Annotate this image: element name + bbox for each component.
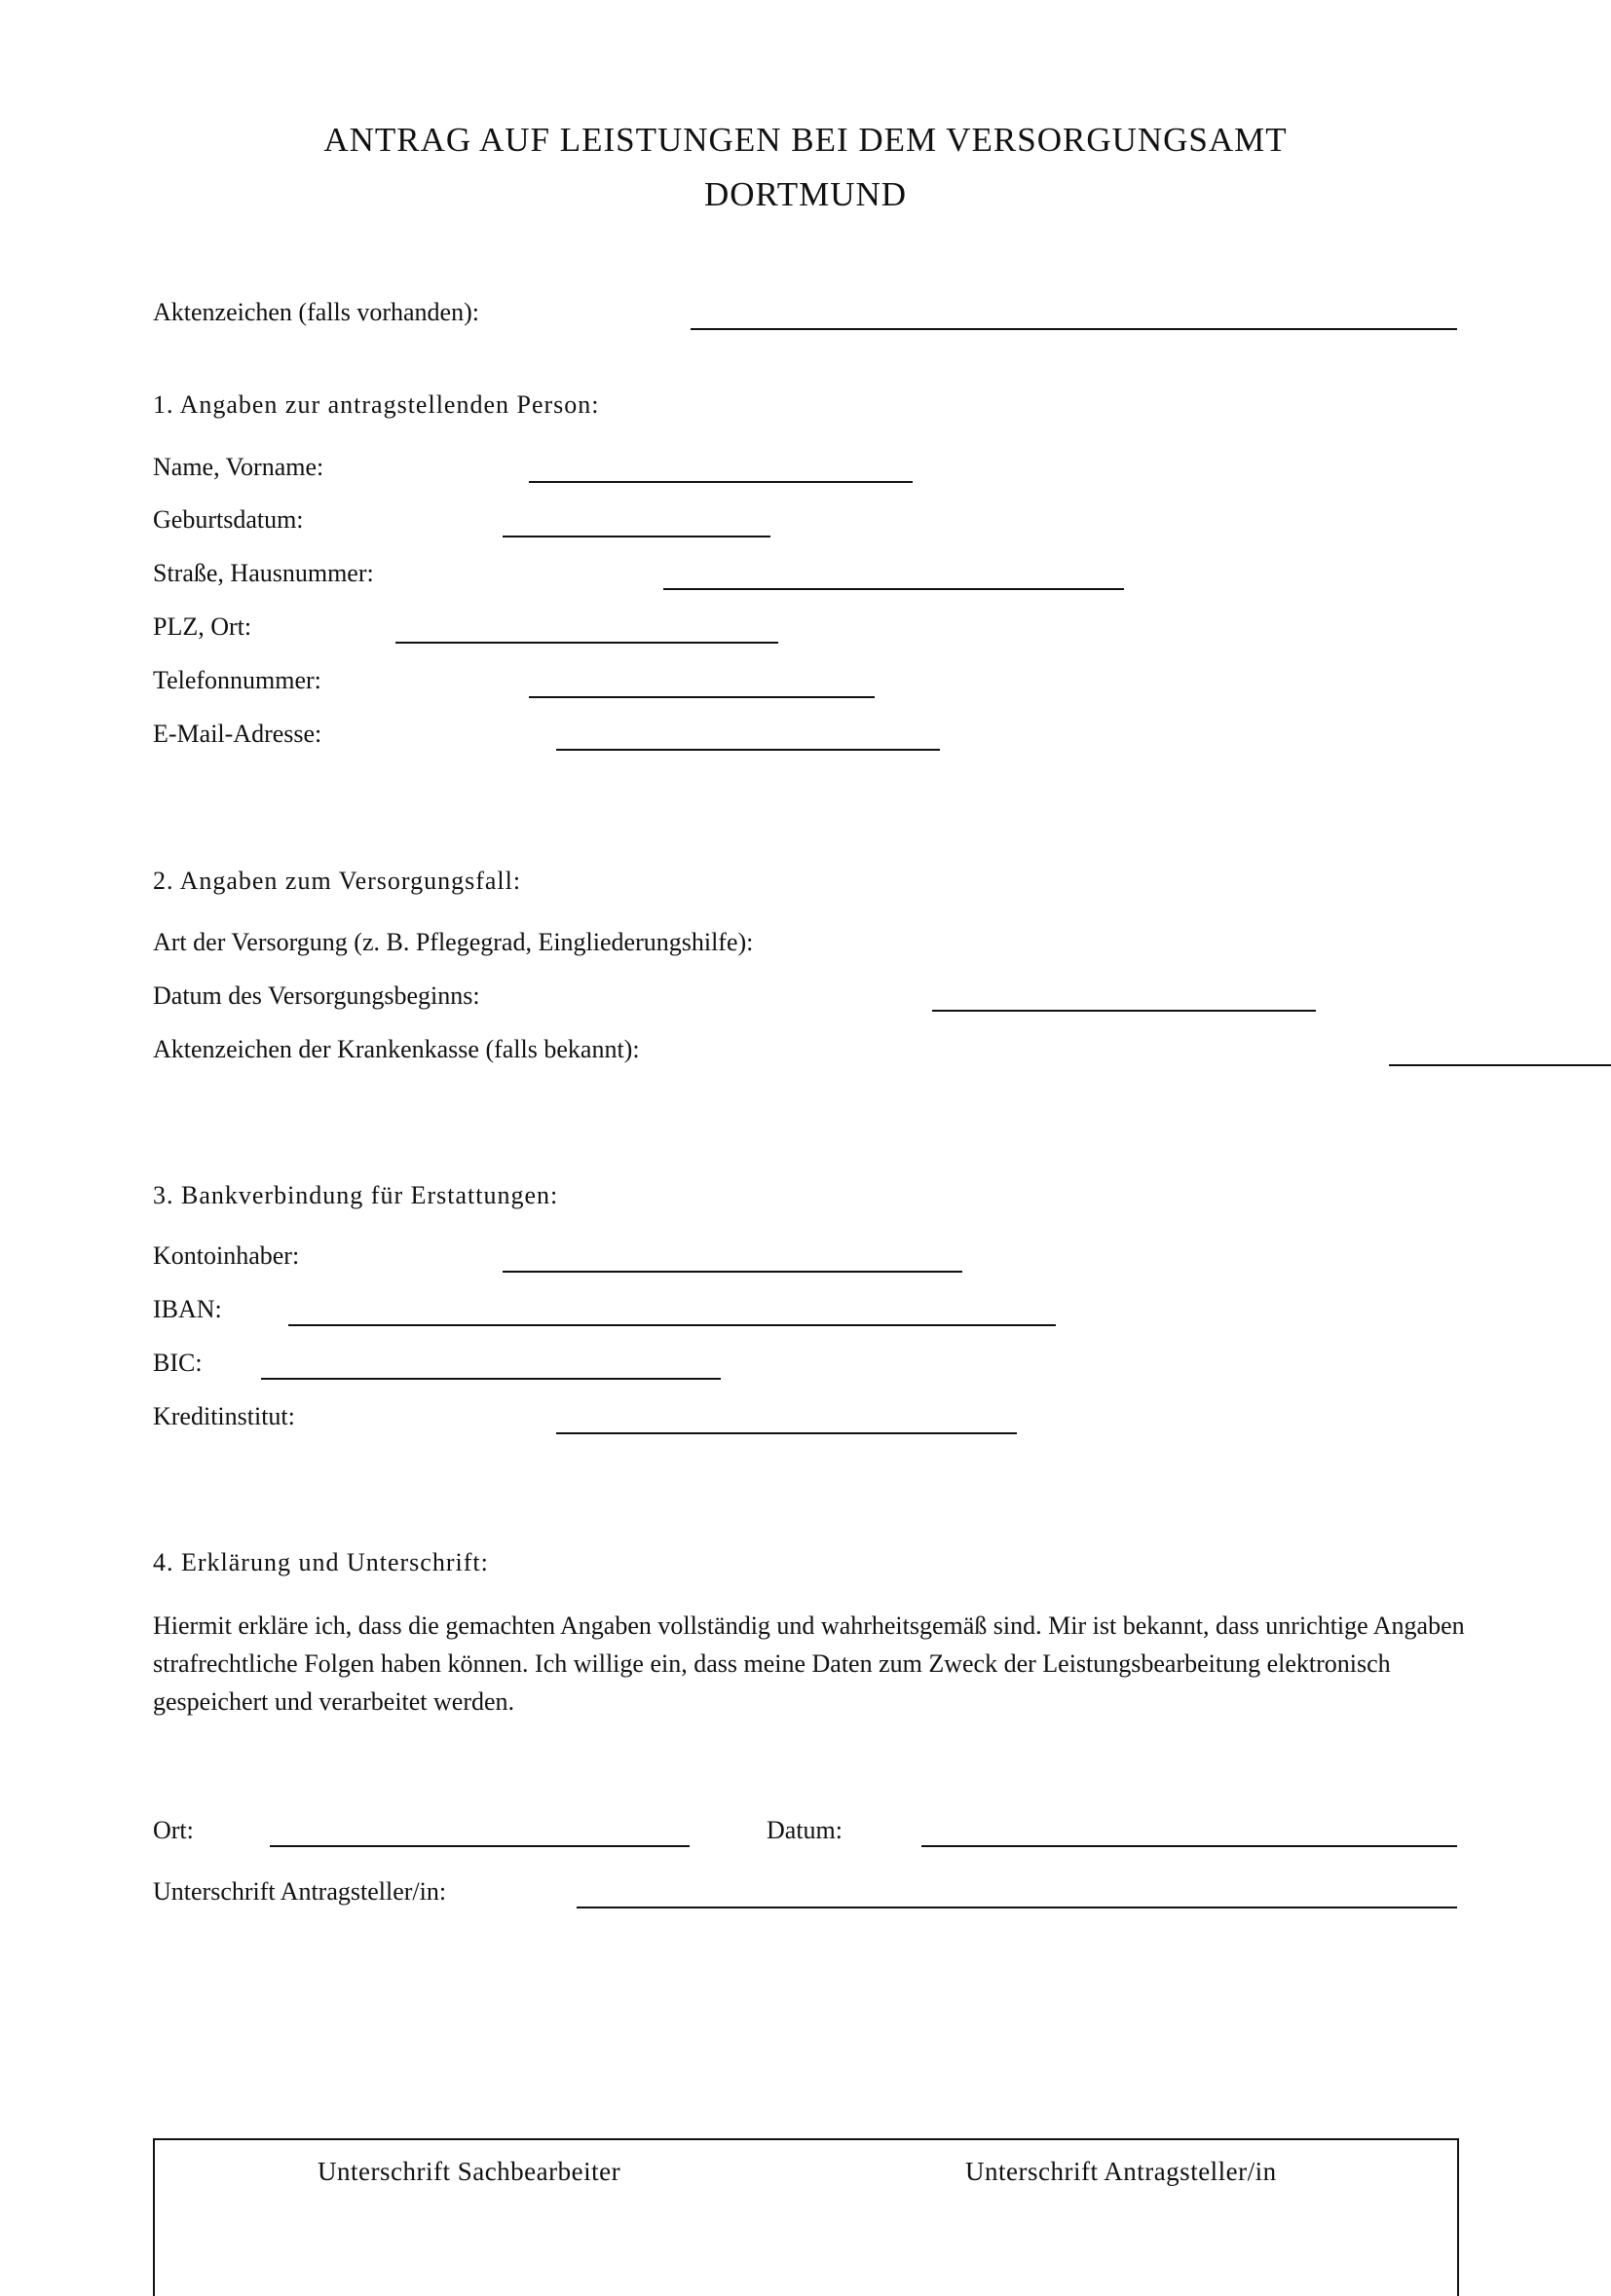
section-3-heading: 3. Bankverbindung für Erstattungen:: [153, 1181, 559, 1209]
iban-label: IBAN:: [153, 1295, 222, 1323]
applicant-signature-line[interactable]: [577, 1907, 1457, 1908]
section-1-heading: 1. Angaben zur antragstellenden Person:: [153, 390, 600, 419]
aktenzeichen-label: Aktenzeichen (falls vorhanden):: [153, 298, 479, 326]
clerk-signature-label: Unterschrift Sachbearbeiter: [318, 2157, 621, 2186]
street-input-line[interactable]: [663, 588, 1124, 590]
care-type-label: Art der Versorgung (z. B. Pflegegrad, Eingliederungshilfe):: [153, 928, 754, 956]
email-label: E-Mail-Adresse:: [153, 720, 322, 748]
applicant-signature-label: Unterschrift Antragsteller/in:: [153, 1877, 447, 1906]
phone-input-line[interactable]: [529, 696, 875, 698]
name-input-line[interactable]: [529, 481, 913, 483]
account-holder-input-line[interactable]: [503, 1271, 962, 1273]
bic-input-line[interactable]: [261, 1378, 721, 1380]
birthdate-input-line[interactable]: [503, 536, 770, 537]
document-title-line-1: ANTRAG AUF LEISTUNGEN BEI DEM VERSORGUNGSAMT: [323, 121, 1288, 159]
account-holder-label: Kontoinhaber:: [153, 1241, 300, 1270]
place-input-line[interactable]: [270, 1845, 690, 1847]
applicant-signature-box-label: Unterschrift Antragsteller/in: [965, 2157, 1277, 2186]
date-label: Datum:: [767, 1816, 843, 1844]
bank-name-label: Kreditinstitut:: [153, 1402, 295, 1430]
document-title-line-2: DORTMUND: [703, 175, 908, 213]
iban-input-line[interactable]: [288, 1324, 1056, 1326]
bic-label: BIC:: [153, 1349, 203, 1377]
birthdate-label: Geburtsdatum:: [153, 505, 304, 534]
care-start-date-input-line[interactable]: [932, 1010, 1316, 1012]
aktenzeichen-input-line[interactable]: [691, 328, 1457, 330]
email-input-line[interactable]: [556, 749, 940, 751]
zip-city-input-line[interactable]: [395, 642, 778, 644]
name-label: Name, Vorname:: [153, 453, 324, 481]
street-label: Straße, Hausnummer:: [153, 559, 374, 587]
declaration-text: Hiermit erkläre ich, dass die gemachten Angaben vollständig und wahrheitsgemäß sind. Mir ist bekannt, dass unrichtige Angaben strafrechtliche Folgen haben können. Ich willige ein, dass meine Daten zum Zweck der Leistungsbearbeitung elektronisch gespeichert und verarbeitet werden.: [153, 1611, 1465, 1716]
phone-label: Telefonnummer:: [153, 666, 321, 694]
place-label: Ort:: [153, 1816, 194, 1844]
date-input-line[interactable]: [921, 1845, 1457, 1847]
section-4-heading: 4. Erklärung und Unterschrift:: [153, 1548, 489, 1576]
insurance-reference-input-line[interactable]: [1389, 1064, 1611, 1066]
zip-city-label: PLZ, Ort:: [153, 612, 252, 641]
section-2-heading: 2. Angaben zum Versorgungsfall:: [153, 867, 522, 895]
care-start-date-label: Datum des Versorgungsbeginns:: [153, 981, 480, 1010]
insurance-reference-label: Aktenzeichen der Krankenkasse (falls bekannt):: [153, 1035, 640, 1063]
bank-name-input-line[interactable]: [556, 1432, 1017, 1434]
